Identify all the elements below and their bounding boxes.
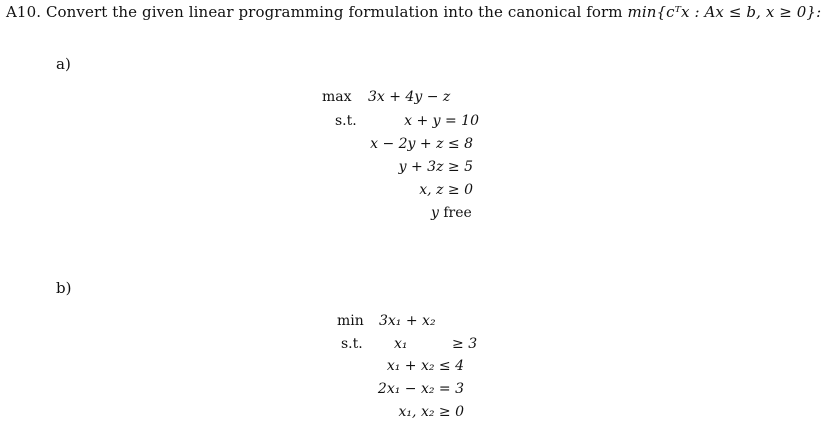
part-b-constraint-4: x₁, x₂ ≥ 0 — [398, 404, 464, 420]
problem-number: A10. — [6, 3, 42, 21]
part-a-free-variable — [431, 205, 472, 221]
part-a-constraint-2: x − 2y + z ≤ 8 — [370, 136, 473, 152]
part-b-constraint-3: 2x₁ − x₂ = 3 — [377, 381, 464, 397]
part-a-constraint-3: y + 3z ≥ 5 — [398, 159, 473, 175]
part-b-st-keyword: s.t. — [341, 336, 363, 352]
part-a-label: a) — [56, 55, 71, 73]
free-variable-symbol: y — [431, 205, 439, 221]
part-a-st-keyword: s.t. — [335, 113, 357, 129]
problem-statement: Convert the given linear programming formulation into the canonical form — [45, 3, 623, 21]
part-a-constraint-4: x, z ≥ 0 — [419, 182, 473, 198]
part-b-objective-keyword: min — [337, 313, 364, 329]
part-a-constraint-1: x + y = 10 — [404, 113, 479, 129]
part-a-objective-keyword: max — [322, 89, 352, 105]
part-b-constraint-1: x₁ ≥ 3 — [394, 336, 478, 352]
part-b-constraint-2: x₁ + x₂ ≤ 4 — [386, 358, 464, 374]
free-word: free — [443, 205, 472, 221]
problem-title — [6, 3, 821, 21]
part-b-label: b) — [56, 279, 72, 297]
part-b-objective: 3x₁ + x₂ — [379, 313, 436, 329]
part-a-objective: 3x + 4y − z — [368, 89, 451, 105]
canonical-form-formula: min{cᵀx : Ax ≤ b, x ≥ 0}: — [627, 3, 821, 21]
